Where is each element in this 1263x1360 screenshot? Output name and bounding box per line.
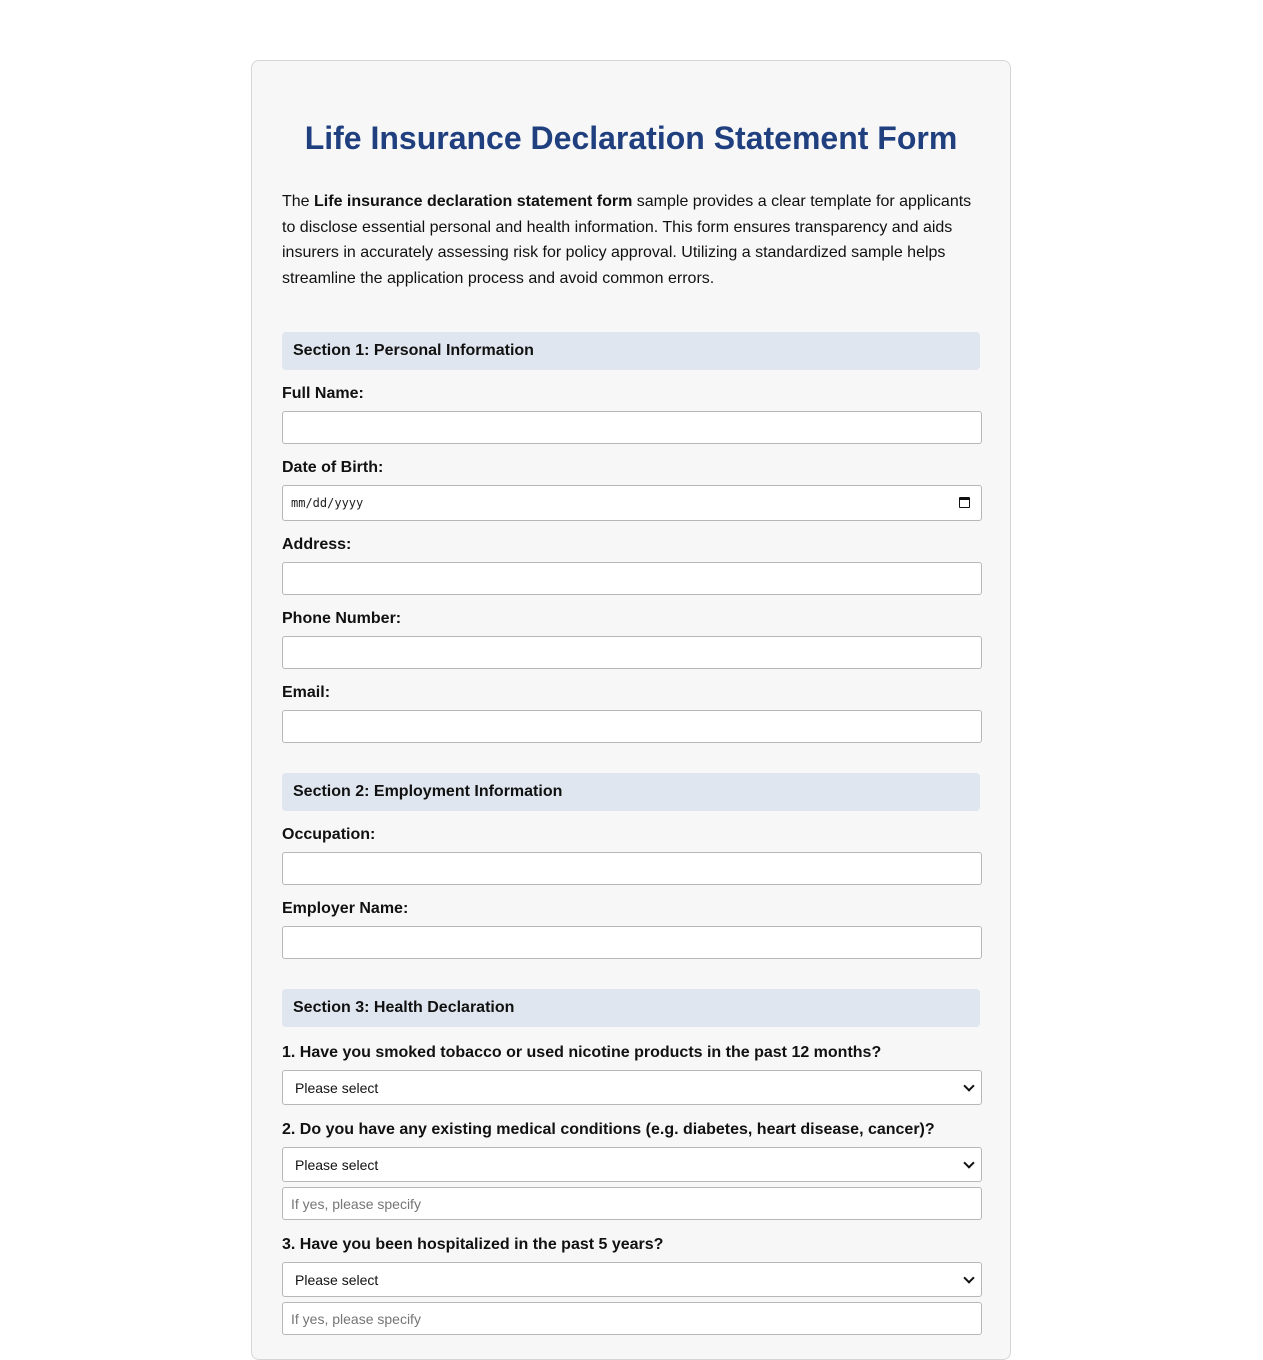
question-3-selected: Please select — [295, 1271, 379, 1288]
section-2-header: Section 2: Employment Information — [282, 773, 980, 811]
form-container — [251, 60, 1011, 1360]
question-2-specify-input[interactable] — [282, 1187, 982, 1220]
intro-paragraph — [282, 189, 980, 291]
address-input[interactable] — [282, 562, 982, 595]
chevron-down-icon — [963, 1080, 974, 1091]
email-input[interactable] — [282, 710, 982, 743]
full-name-input[interactable] — [282, 411, 982, 444]
question-2-select[interactable] — [282, 1147, 982, 1182]
section-1-header: Section 1: Personal Information — [282, 332, 980, 370]
employer-input[interactable] — [282, 926, 982, 959]
full-name-label: Full Name: — [282, 385, 364, 403]
question-3-label: 3. Have you been hospitalized in the past 5 years? — [282, 1236, 664, 1254]
question-1-select[interactable] — [282, 1070, 982, 1105]
section-3-header: Section 3: Health Declaration — [282, 989, 980, 1027]
question-1-label: 1. Have you smoked tobacco or used nicotine products in the past 12 months? — [282, 1044, 882, 1062]
occupation-label: Occupation: — [282, 826, 376, 844]
calendar-icon[interactable] — [959, 497, 970, 508]
employer-label: Employer Name: — [282, 900, 409, 918]
question-2-selected: Please select — [295, 1156, 379, 1173]
page-title: Life Insurance Declaration Statement Form — [304, 120, 958, 156]
phone-label: Phone Number: — [282, 610, 402, 628]
chevron-down-icon — [963, 1272, 974, 1283]
question-3-specify-input[interactable] — [282, 1302, 982, 1335]
dob-input[interactable] — [282, 485, 982, 521]
question-1-selected: Please select — [295, 1079, 379, 1096]
phone-input[interactable] — [282, 636, 982, 669]
occupation-input[interactable] — [282, 852, 982, 885]
address-label: Address: — [282, 536, 352, 554]
question-3-select[interactable] — [282, 1262, 982, 1297]
intro-prefix: The — [282, 193, 315, 210]
email-label: Email: — [282, 684, 331, 702]
dob-placeholder: mm/dd/yyyy — [291, 496, 364, 511]
intro-suffix: sample provides a clear template for applicants to disclose essential personal and health information. This form ensures transparency and aids insurers in accurately assessing risk for policy approval. Utilizing a standardized sample helps streamline the application process and avoid common errors. — [282, 193, 972, 287]
question-2-label: 2. Do you have any existing medical conditions (e.g. diabetes, heart disease, cancer)? — [282, 1121, 935, 1139]
dob-label: Date of Birth: — [282, 459, 384, 477]
intro-bold: Life insurance declaration statement form — [314, 193, 633, 210]
chevron-down-icon — [963, 1157, 974, 1168]
